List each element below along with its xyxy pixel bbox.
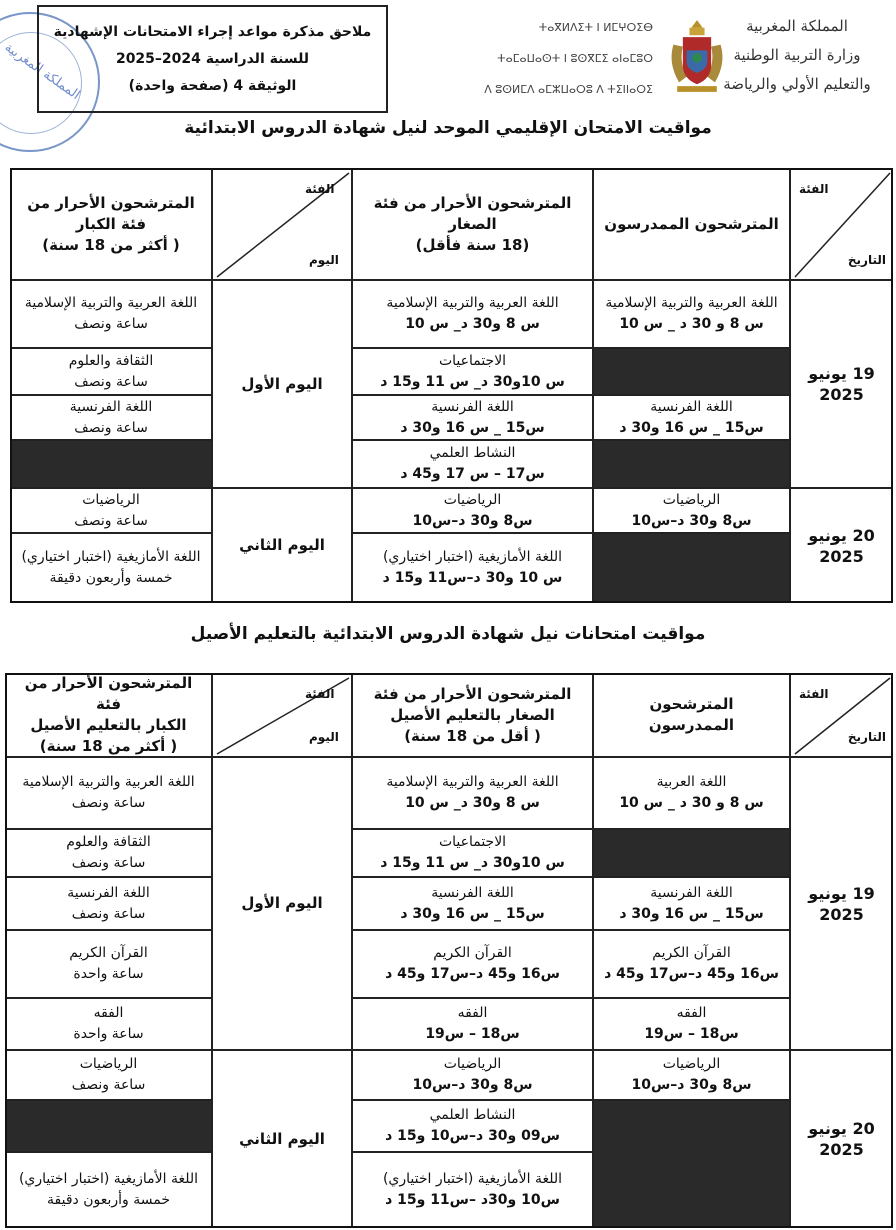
subject-name: الرياضيات (443, 1056, 502, 1072)
exam-date-cell (790, 488, 893, 603)
subject-name: اللغة الفرنسية (650, 884, 733, 901)
exam-duration: ساعة ونصف (71, 795, 146, 811)
subject-name: اللغة الفرنسية (431, 884, 514, 901)
exam-time: س8 و30 د–س10 (631, 512, 752, 529)
date-text: 20 يونيو (808, 525, 875, 545)
header-text: الممدرسون (648, 716, 735, 734)
header-text: المترشحون الأحرار من فئة (373, 684, 572, 703)
exam-time: س17 – س 17 و45 د (400, 466, 545, 482)
exam-time: س 10و30 د_ س 11 و15 د (380, 855, 565, 871)
header-text: المترشحون الممدرسون (604, 214, 779, 233)
subject-name: الرياضيات (662, 1056, 721, 1072)
day-header-cell (212, 168, 352, 280)
header-text: ( أكثر من 18 سنة) (42, 235, 180, 254)
subject-name: الفقه (676, 1005, 707, 1021)
subject-name: اللغة العربية والتربية الإسلامية (605, 295, 778, 311)
subject-name: القرآن الكريم (69, 945, 148, 961)
header-text: الصغار بالتعليم الأصيل (390, 705, 555, 724)
exam-date-cell (790, 1050, 893, 1228)
blocked-cell (593, 1100, 790, 1228)
exam-time: س8 و30 د–س10 (631, 1077, 752, 1093)
adults-exam-slot (5, 998, 212, 1050)
day-label: اليوم الأول (241, 374, 323, 393)
subject-name: الفقه (93, 1005, 124, 1021)
exam-duration: ساعة واحدة (73, 966, 144, 982)
schooled-exam-slot (593, 757, 790, 829)
exam-date-cell (790, 280, 893, 488)
subject-name: اللغة الفرنسية (431, 398, 514, 415)
exam-time: س15 _ س 16 و30 د (400, 419, 545, 436)
exam-day-cell (212, 757, 352, 1050)
subject-name: اللغة الفرنسية (69, 398, 153, 415)
young-exam-slot (352, 1100, 593, 1152)
subject-name: النشاط العلمي (429, 445, 516, 461)
header-text: المترشحون الأحرار من (27, 193, 195, 212)
day-label: اليوم الثاني (239, 1129, 325, 1148)
exam-duration: ساعة ونصف (71, 855, 146, 871)
schooled-candidates-header (593, 168, 790, 280)
title-line: للسنة الدراسية 2024–2025 (115, 50, 310, 67)
subject-name: الرياضيات (82, 491, 140, 508)
date-text: 2025 (819, 385, 864, 404)
exam-time: س18 – س19 (644, 1026, 739, 1042)
exam-duration: ساعة ونصف (74, 512, 148, 529)
exam-time: س16 و45 د–س17 و45 د (385, 966, 560, 982)
tifinagh-line: ⴷ ⵓⵙⵍⵎⴷ ⴰⵎⵣⵡⴰⵔⵓ ⴷ ⵜⵉⵏⵏⴰⵔⵉ (484, 83, 653, 96)
adults-exam-slot (5, 930, 212, 998)
blocked-cell (593, 829, 790, 877)
exam-day-cell (212, 280, 352, 488)
subject-name: اللغة الأمازيغية (اختبار اختياري) (382, 549, 563, 565)
exam-time: س18 – س19 (425, 1026, 520, 1042)
blocked-cell (593, 440, 790, 488)
subject-name: الثقافة والعلوم (68, 352, 154, 369)
document-title-box (37, 5, 388, 113)
adults-exam-slot (10, 395, 212, 440)
date-text: 2025 (819, 546, 864, 566)
header-text: ( أقل من 18 سنة) (404, 726, 541, 745)
day-header-cell (212, 673, 352, 757)
subject-name: النشاط العلمي (429, 1107, 516, 1123)
blocked-cell (593, 348, 790, 395)
exam-duration: ساعة ونصف (71, 905, 146, 922)
subject-name: الاجتماعيات (438, 834, 507, 850)
corner-label-row: التاريخ (847, 253, 886, 267)
exam-duration: ساعة ونصف (71, 1077, 146, 1093)
exam-time: س 8 و 30 د _ س 10 (619, 316, 764, 332)
title-line: الوثيقة 4 (صفحة واحدة) (128, 77, 297, 94)
adult-free-candidates-header (10, 168, 212, 280)
subject-name: القرآن الكريم (433, 945, 512, 961)
exam-time: س8 و30 د–س10 (412, 1077, 533, 1093)
exam-time: س 8 و 30 د _ س 10 (619, 795, 764, 811)
schooled-candidates-header (593, 673, 790, 757)
table-2-title: مواقيت امتحانات نيل شهادة الدروس الابتدائية بالتعليم الأصيل (190, 624, 706, 644)
exam-day-cell (212, 488, 352, 603)
young-exam-slot (352, 280, 593, 348)
exam-duration: خمسة وأربعون دقيقة (47, 1192, 170, 1208)
subject-name: الرياضيات (443, 491, 502, 508)
exam-time: س10 و30د –س11 و15 د (385, 1192, 560, 1208)
exam-time: س8 و30 د–س10 (412, 512, 533, 529)
young-exam-slot (352, 998, 593, 1050)
subject-name: اللغة العربية والتربية الإسلامية (24, 295, 198, 311)
subject-name: اللغة الأمازيغية (اختبار اختياري) (18, 1171, 199, 1187)
exam-duration: خمسة وأربعون دقيقة (49, 570, 173, 586)
young-exam-slot (352, 348, 593, 395)
subject-name: اللغة العربية والتربية الإسلامية (22, 774, 195, 790)
young-exam-slot (352, 395, 593, 440)
subject-name: اللغة الأمازيغية (اختبار اختياري) (382, 1171, 563, 1187)
ministry-line: وزارة التربية الوطنية (733, 46, 861, 64)
adults-exam-slot (5, 829, 212, 877)
subject-name: اللغة العربية (656, 774, 727, 790)
date-text: 19 يونيو (808, 364, 875, 383)
exam-duration: ساعة ونصف (74, 316, 148, 332)
subject-name: القرآن الكريم (652, 945, 731, 961)
exam-day-cell (212, 1050, 352, 1228)
header-text: المترشحون (649, 695, 734, 713)
header-text: (18 سنة فأقل) (415, 235, 530, 254)
exam-time: س 8 و30 د_ س 10 (405, 795, 540, 811)
corner-label-category: الفئة (799, 687, 829, 701)
young-exam-slot (352, 1152, 593, 1228)
schooled-exam-slot (593, 395, 790, 440)
subject-name: الرياضيات (662, 491, 721, 508)
young-exam-slot (352, 440, 593, 488)
date-header-cell (790, 673, 893, 757)
adults-exam-slot (10, 348, 212, 395)
young-exam-slot (352, 1050, 593, 1100)
date-text: 2025 (819, 1140, 864, 1159)
young-exam-slot (352, 757, 593, 829)
adults-exam-slot (5, 1050, 212, 1100)
subject-name: الرياضيات (79, 1056, 138, 1072)
ministry-line: المملكة المغربية (746, 17, 848, 35)
schooled-exam-slot (593, 488, 790, 533)
subject-name: اللغة العربية والتربية الإسلامية (386, 774, 559, 790)
ministry-name-arabic (712, 12, 882, 99)
subject-name: اللغة العربية والتربية الإسلامية (386, 295, 559, 311)
day-label: اليوم الثاني (239, 536, 325, 554)
header-text: ( أكثر من 18 سنة) (39, 737, 178, 755)
corner-label-row: اليوم (309, 730, 339, 744)
corner-label-category: الفئة (305, 182, 335, 196)
blocked-cell (593, 533, 790, 603)
adult-free-candidates-header (5, 673, 212, 757)
adults-exam-slot (5, 757, 212, 829)
exam-time: س 10و30 د_ س 11 و15 د (380, 373, 565, 390)
subject-name: اللغة الفرنسية (67, 884, 150, 901)
ministry-name-tifinagh (455, 12, 653, 105)
corner-label-row: التاريخ (847, 730, 886, 744)
stamp-text: المملكة المغربية (1, 40, 83, 103)
title-line: ملاحق مذكرة مواعد إجراء الامتحانات الإشهادية (53, 23, 372, 40)
subject-name: الاجتماعيات (438, 352, 507, 369)
young-free-candidates-header (352, 673, 593, 757)
exam-time: س16 و45 د–س17 و45 د (604, 966, 779, 982)
corner-label-row: اليوم (309, 253, 339, 267)
header-text: فئة الكبار (75, 214, 147, 233)
date-text: 20 يونيو (808, 1119, 875, 1138)
exam-time: س 10 و30 د–س11 و15 د (382, 570, 563, 586)
header-text: المترشحون الأحرار من فئة (373, 193, 572, 212)
young-exam-slot (352, 930, 593, 998)
exam-date-cell (790, 757, 893, 1050)
adults-exam-slot (10, 533, 212, 603)
young-exam-slot (352, 829, 593, 877)
exam-duration: ساعة واحدة (73, 1026, 144, 1042)
date-header-cell (790, 168, 893, 280)
young-exam-slot (352, 488, 593, 533)
schooled-exam-slot (593, 1050, 790, 1100)
corner-label-category: الفئة (305, 687, 335, 701)
tifinagh-line: ⵜⴰⴳⵍⴷⵉⵜ ⵏ ⵍⵎⵖⵔⵉⴱ (538, 21, 653, 34)
subject-name: اللغة الأمازيغية (اختبار اختياري) (21, 549, 201, 565)
exam-time: س15 _ س 16 و30 د (619, 905, 764, 922)
adults-exam-slot (10, 280, 212, 348)
young-exam-slot (352, 533, 593, 603)
schooled-exam-slot (593, 930, 790, 998)
schooled-exam-slot (593, 877, 790, 930)
adults-exam-slot (5, 877, 212, 930)
schooled-exam-slot (593, 998, 790, 1050)
blocked-cell (5, 1100, 212, 1152)
blocked-cell (10, 440, 212, 488)
tifinagh-line: ⵜⴰⵎⴰⵡⴰⵙⵜ ⵏ ⵓⵙⴳⵎⵉ ⴰⵏⴰⵎⵓⵔ (497, 52, 653, 65)
table-1-title: مواقيت الامتحان الإقليمي الموحد لنيل شهادة الدروس الابتدائية (184, 118, 712, 138)
ministry-line: والتعليم الأولي والرياضة (723, 75, 871, 93)
header-text: المترشحون الأحرار من فئة (24, 674, 193, 713)
date-text: 2025 (819, 904, 864, 924)
exam-time: س09 و30 د–س10 و15 د (385, 1128, 560, 1144)
corner-label-category: الفئة (799, 182, 829, 196)
exam-time: س15 _ س 16 و30 د (400, 905, 545, 922)
header-text: الكبار بالتعليم الأصيل (30, 716, 187, 734)
exam-duration: ساعة ونصف (74, 373, 148, 390)
adults-exam-slot (5, 1152, 212, 1228)
subject-name: الثقافة والعلوم (66, 834, 151, 850)
subject-name: اللغة الفرنسية (650, 398, 733, 415)
subject-name: الفقه (457, 1005, 488, 1021)
exam-time: س15 _ س 16 و30 د (619, 419, 764, 436)
day-label: اليوم الأول (241, 894, 323, 912)
exam-duration: ساعة ونصف (74, 419, 148, 436)
young-free-candidates-header (352, 168, 593, 280)
exam-time: س 8 و30 د_ س 10 (405, 316, 540, 332)
date-text: 19 يونيو (808, 883, 875, 903)
adults-exam-slot (10, 488, 212, 533)
header-text: الصغار (448, 214, 497, 233)
schooled-exam-slot (593, 280, 790, 348)
young-exam-slot (352, 877, 593, 930)
